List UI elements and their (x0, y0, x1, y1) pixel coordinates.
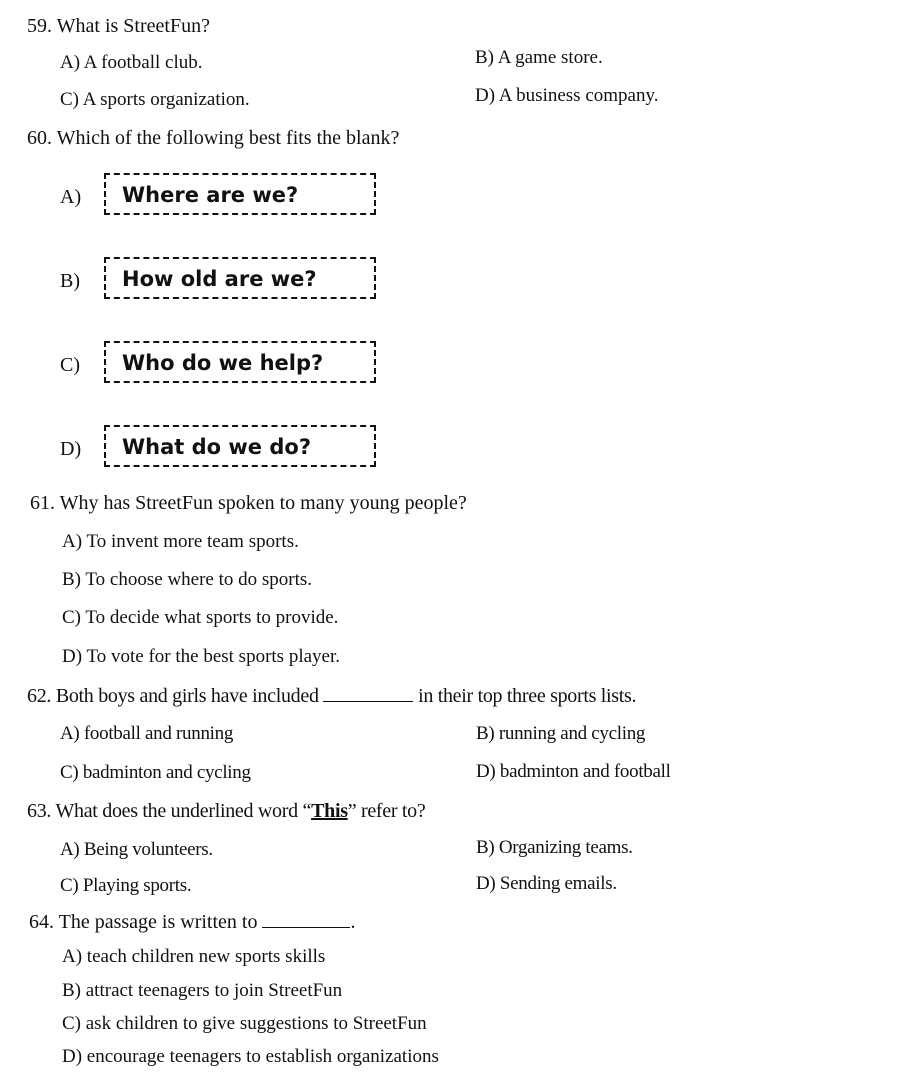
question-number: 61. (30, 492, 55, 514)
question-number: 63. (27, 800, 52, 822)
question-text: Why has StreetFun spoken to many young people? (59, 492, 467, 514)
dashed-answer-box (104, 257, 376, 299)
question-number: 62. (27, 685, 52, 707)
dashed-answer-box (104, 341, 376, 383)
q64-option-b[interactable]: B) attract teenagers to join StreetFun (62, 980, 343, 1001)
option-label: C) (60, 354, 80, 376)
q59-option-d[interactable]: D) A business company. (475, 85, 659, 106)
question-text: Which of the following best fits the blank? (56, 127, 400, 149)
option-text: What do we do? (122, 435, 311, 459)
q62-option-b[interactable]: B) running and cycling (476, 723, 646, 744)
q62-option-c[interactable]: C) badminton and cycling (60, 762, 251, 783)
option-text: Who do we help? (122, 351, 324, 375)
question-text-before: What does the underlined word “ (55, 800, 312, 822)
q64-option-c[interactable]: C) ask children to give suggestions to StreetFun (62, 1013, 427, 1034)
q61-option-d[interactable]: D) To vote for the best sports player. (62, 646, 340, 667)
answer-blank[interactable] (262, 911, 350, 928)
question-59 (27, 14, 210, 38)
q63-option-d[interactable]: D) Sending emails. (476, 873, 617, 894)
question-number: 64. (29, 911, 54, 933)
question-60 (27, 126, 399, 150)
question-63 (27, 799, 425, 823)
q63-option-a[interactable]: A) Being volunteers. (60, 839, 213, 860)
q64-option-d[interactable]: D) encourage teenagers to establish organizations (62, 1046, 439, 1067)
question-text: What is StreetFun? (56, 15, 210, 37)
q59-option-c[interactable]: C) A sports organization. (60, 89, 250, 110)
q61-option-a[interactable]: A) To invent more team sports. (62, 531, 299, 552)
dashed-answer-box (104, 425, 376, 467)
question-61 (30, 491, 467, 515)
question-62 (27, 684, 636, 708)
q63-option-c[interactable]: C) Playing sports. (60, 875, 192, 896)
q62-option-d[interactable]: D) badminton and football (476, 761, 671, 782)
q64-option-a[interactable]: A) teach children new sports skills (62, 946, 326, 967)
q63-option-b[interactable]: B) Organizing teams. (476, 837, 633, 858)
question-64 (29, 910, 355, 934)
option-text: Where are we? (122, 183, 299, 207)
dashed-answer-box (104, 173, 376, 215)
underlined-word: This (311, 800, 348, 822)
q62-option-a[interactable]: A) football and running (60, 723, 234, 744)
option-label: B) (60, 270, 80, 292)
question-text-before: The passage is written to (58, 911, 258, 933)
question-text-after: ” refer to? (347, 800, 426, 822)
q59-option-a[interactable]: A) A football club. (60, 52, 203, 73)
question-number: 60. (27, 127, 52, 149)
option-label: A) (60, 186, 82, 208)
q61-option-c[interactable]: C) To decide what sports to provide. (62, 607, 339, 628)
question-text-before: Both boys and girls have included (55, 685, 319, 707)
option-text: How old are we? (122, 267, 317, 291)
question-text-after: in their top three sports lists. (418, 685, 637, 707)
question-number: 59. (27, 15, 52, 37)
q61-option-b[interactable]: B) To choose where to do sports. (62, 569, 313, 590)
answer-blank[interactable] (323, 685, 413, 702)
option-label: D) (60, 438, 82, 460)
question-text-after: . (350, 911, 356, 933)
q59-option-b[interactable]: B) A game store. (475, 47, 603, 68)
